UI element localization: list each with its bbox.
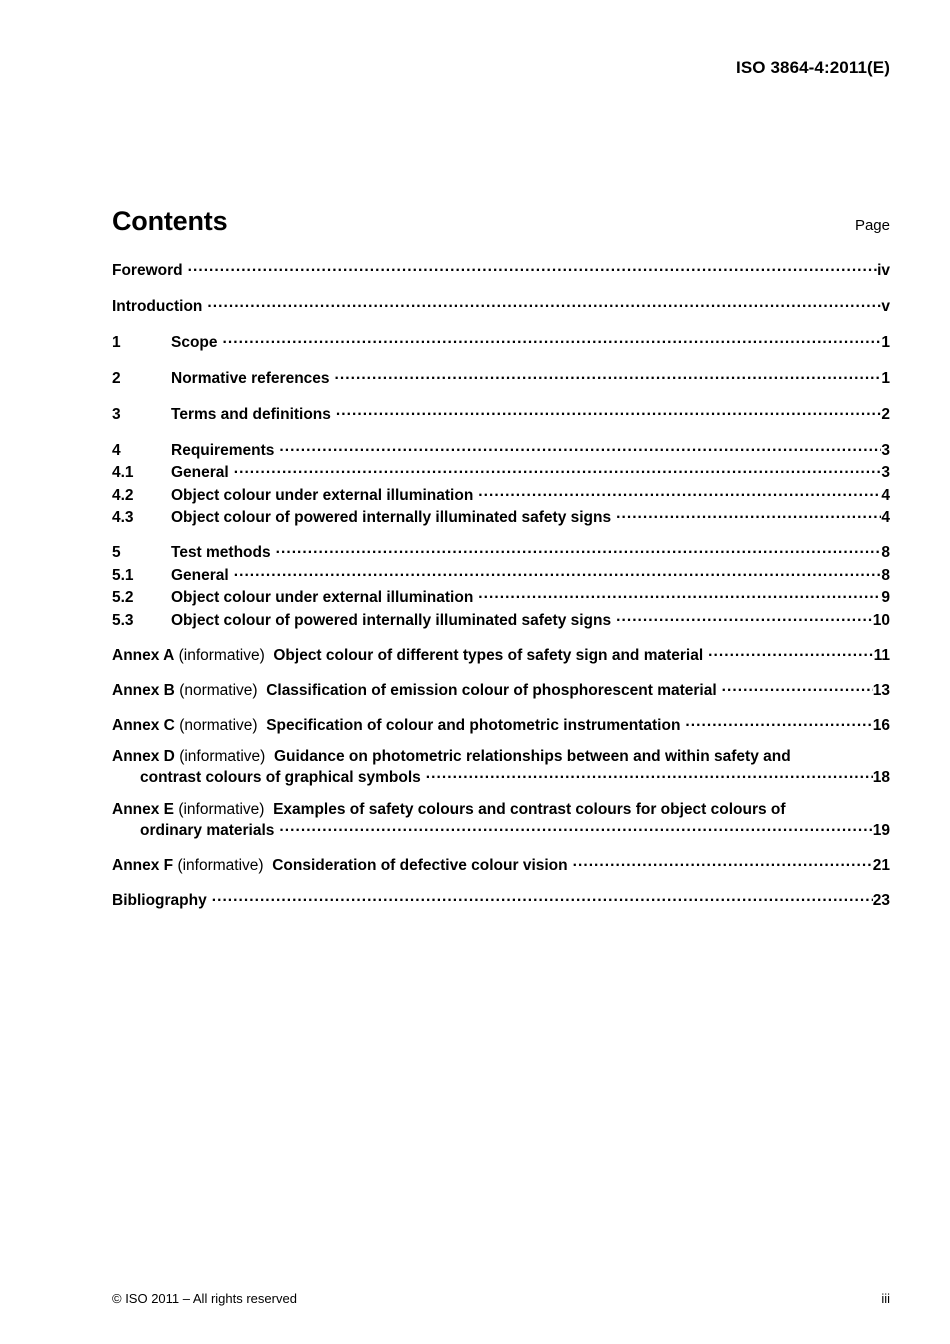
table-of-contents	[112, 259, 890, 925]
toc-entry[interactable]	[112, 439, 890, 462]
dot-leader	[234, 462, 882, 478]
toc-entry[interactable]	[112, 802, 890, 820]
toc-entry[interactable]	[112, 749, 890, 767]
dot-leader	[188, 259, 877, 275]
document-header	[112, 58, 890, 78]
dot-leader	[276, 542, 882, 558]
toc-entry-number: 5.1	[112, 566, 134, 584]
toc-entry-number: 4.1	[112, 464, 134, 481]
toc-page-number: 18	[872, 769, 890, 786]
annex-status: (normative)	[179, 716, 258, 734]
toc-entry-label-continued: contrast colours of graphical symbols	[140, 769, 421, 786]
page-column-label: Page	[854, 217, 890, 234]
toc-page-number: 19	[872, 821, 890, 839]
toc-entry-label: Object colour of powered internally illuminated safety signs	[171, 611, 612, 629]
dot-leader	[207, 295, 881, 311]
toc-entry-number: 4.2	[112, 486, 134, 504]
toc-entry-continuation[interactable]	[112, 767, 890, 802]
toc-entry[interactable]	[112, 564, 890, 587]
dot-leader	[279, 819, 872, 835]
toc-entry-number: 1	[112, 333, 121, 351]
toc-entry-label: Classification of emission colour of phosphorescent material	[257, 681, 717, 699]
toc-entry-label: Requirements	[171, 441, 275, 459]
folio-page-number: iii	[881, 1291, 890, 1306]
toc-page-number: 9	[881, 589, 890, 606]
toc-page-number: 23	[872, 891, 890, 909]
toc-entry-label: Object colour under external illumination	[171, 589, 474, 606]
toc-entry[interactable]	[112, 295, 890, 331]
toc-entry-number: 4.3	[112, 509, 134, 526]
toc-entry[interactable]	[112, 367, 890, 403]
toc-entry[interactable]	[112, 714, 890, 749]
dot-leader	[336, 403, 881, 419]
toc-entry-number: 2	[112, 369, 121, 387]
dot-leader	[234, 564, 882, 580]
toc-entry-label: Test methods	[171, 544, 271, 561]
dot-leader	[616, 507, 881, 523]
toc-entry[interactable]	[112, 679, 890, 714]
dot-leader	[212, 889, 873, 905]
toc-page-number: 8	[881, 566, 890, 584]
dot-leader	[223, 331, 882, 347]
dot-leader	[279, 439, 881, 455]
toc-entry-label: Introduction	[112, 297, 203, 315]
annex-status: (informative)	[178, 800, 265, 818]
toc-entry-label: Specification of colour and photometric instrumentation	[257, 716, 681, 734]
contents-heading-row	[112, 206, 890, 237]
toc-entry[interactable]	[112, 259, 890, 295]
toc-entry[interactable]	[112, 889, 890, 925]
toc-page-number: 16	[872, 716, 890, 734]
toc-entry-label-continued: ordinary materials	[140, 821, 275, 839]
toc-entry[interactable]	[112, 542, 890, 565]
dot-leader	[708, 644, 873, 660]
toc-entry[interactable]	[112, 484, 890, 507]
toc-entry-label: General	[171, 566, 229, 584]
toc-entry-label: Foreword	[112, 261, 183, 279]
annex-status: (normative)	[179, 681, 258, 699]
dot-leader	[426, 767, 873, 783]
toc-entry[interactable]	[112, 507, 890, 542]
toc-entry-label: Consideration of defective colour vision	[263, 856, 568, 874]
toc-page-number: 2	[881, 405, 890, 423]
toc-page-number: 3	[881, 464, 890, 481]
toc-page-number: 3	[881, 441, 890, 459]
standard-reference: ISO 3864-4:2011(E)	[736, 58, 890, 77]
toc-page-number: 8	[881, 544, 890, 561]
toc-entry-number: 4	[112, 441, 121, 459]
annex-designation: Annex B	[112, 681, 180, 699]
toc-page-number: 21	[872, 856, 890, 874]
dot-leader	[616, 609, 873, 625]
annex-designation: Annex F	[112, 856, 178, 874]
annex-designation: Annex A	[112, 646, 179, 664]
toc-entry[interactable]	[112, 587, 890, 610]
toc-entry-label: Examples of safety colours and contrast colours for object colours of	[264, 800, 786, 818]
toc-entry-label: General	[171, 464, 229, 481]
document-footer	[112, 1291, 890, 1306]
toc-page-number: 10	[872, 611, 890, 629]
toc-entry[interactable]	[112, 403, 890, 439]
toc-entry[interactable]	[112, 854, 890, 889]
page-title: Contents	[112, 206, 228, 236]
toc-entry-label: Scope	[171, 333, 218, 351]
toc-entry-number: 3	[112, 405, 121, 423]
toc-entry-number: 5.3	[112, 611, 134, 629]
annex-status: (informative)	[179, 748, 266, 765]
dot-leader	[478, 587, 881, 603]
dot-leader	[478, 484, 881, 500]
copyright-notice: © ISO 2011 – All rights reserved	[112, 1291, 297, 1306]
toc-entry-number: 5	[112, 544, 121, 561]
toc-entry-label: Guidance on photometric relationships between and within safety and	[265, 748, 791, 765]
toc-page-number: 1	[881, 369, 890, 387]
toc-entry-label: Object colour of different types of safety sign and material	[264, 646, 704, 664]
toc-page-number: 13	[872, 681, 890, 699]
toc-entry-label: Normative references	[171, 369, 330, 387]
toc-page-number: 1	[881, 333, 890, 351]
toc-entry[interactable]	[112, 331, 890, 367]
annex-status: (informative)	[177, 856, 264, 874]
toc-entry-label: Terms and definitions	[171, 405, 331, 423]
toc-page-number: 4	[881, 509, 890, 526]
annex-designation: Annex C	[112, 716, 180, 734]
toc-entry-label: Bibliography	[112, 891, 207, 909]
dot-leader	[722, 679, 873, 695]
dot-leader	[573, 854, 873, 870]
toc-entry-number: 5.2	[112, 589, 134, 606]
toc-entry-label: Object colour under external illumination	[171, 486, 474, 504]
toc-entry-continuation[interactable]	[112, 819, 890, 854]
dot-leader	[685, 714, 872, 730]
toc-entry[interactable]	[112, 462, 890, 485]
toc-entry[interactable]	[112, 644, 890, 679]
toc-entry[interactable]	[112, 609, 890, 644]
toc-page-number: v	[881, 297, 890, 315]
annex-status: (informative)	[178, 646, 265, 664]
toc-entry-label: Object colour of powered internally illuminated safety signs	[171, 509, 612, 526]
dot-leader	[335, 367, 882, 383]
annex-designation: Annex D	[112, 748, 180, 765]
toc-page-number: iv	[877, 261, 890, 279]
toc-page-number: 4	[881, 486, 890, 504]
annex-designation: Annex E	[112, 800, 179, 818]
toc-page-number: 11	[873, 646, 890, 664]
